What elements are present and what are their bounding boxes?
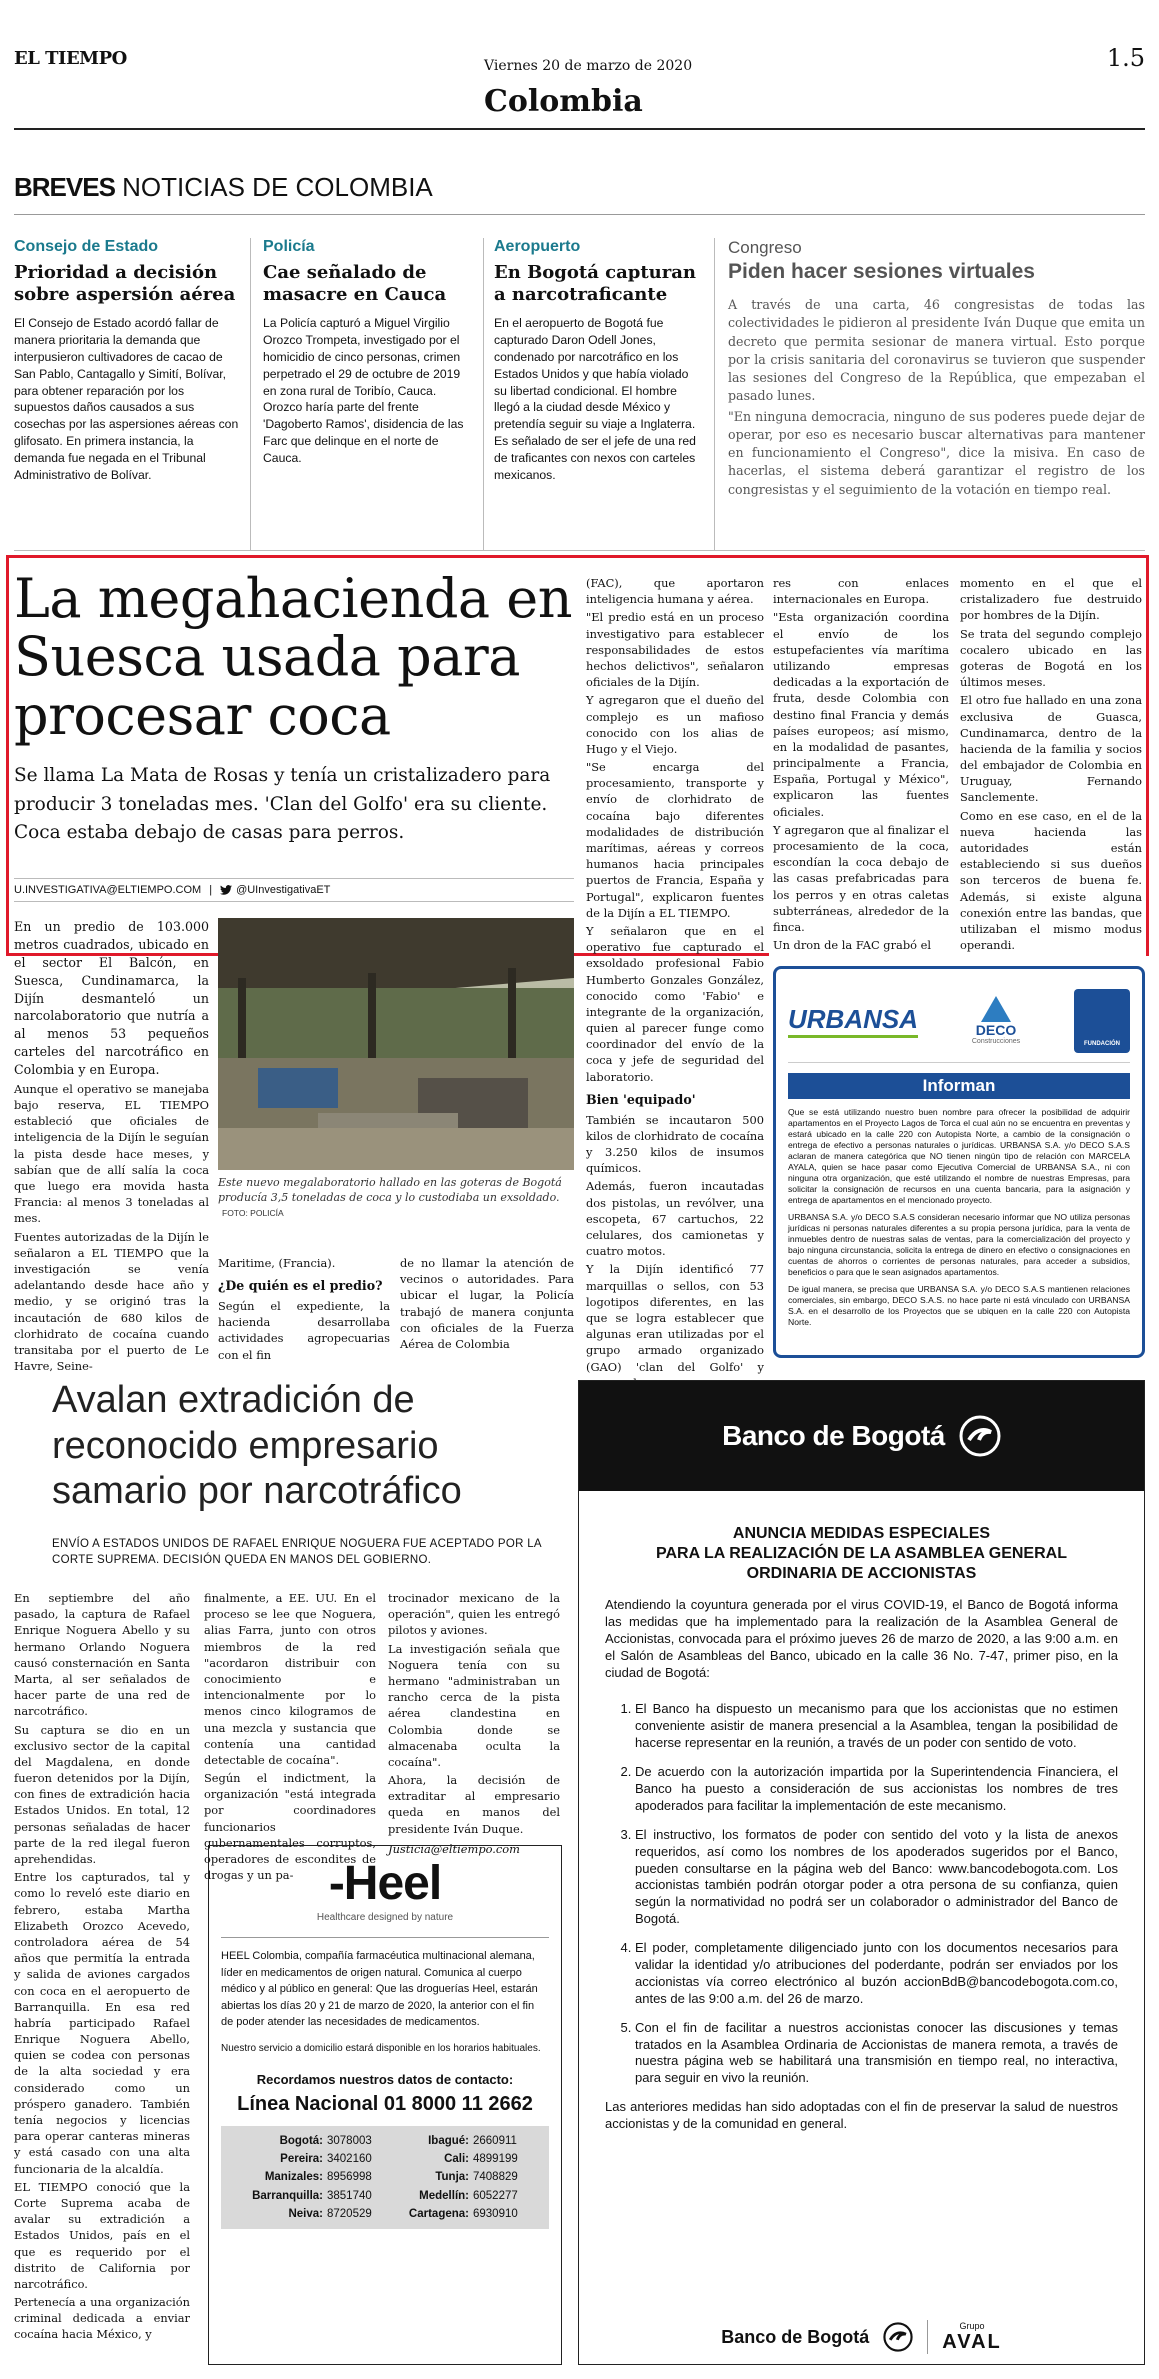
heel-contact-title: Recordamos nuestros datos de contacto:: [256, 2071, 514, 2087]
brief-3: [494, 238, 704, 483]
extradicion-paragraph: trocinador mexicano de la operación", quien les entregó pilotos y aviones.: [388, 1591, 560, 1638]
phone-row: [235, 2132, 535, 2150]
lead-dek: Se llama La Mata de Rosas y tenía un cristalizadero para producir 3 toneladas mes. 'Clan del Golfo' era su cliente. Coca estaba debajo de casas para perros.: [14, 765, 551, 844]
phone: 8720529: [327, 2208, 372, 2221]
banco-closing: Las anteriores medidas han sido adoptadas con el fin de preservar la salud de nuestros accionistas y de la comunidad en general.: [605, 2099, 1118, 2132]
heel-body: HEEL Colombia, compañía farmacéutica multinacional alemana, líder en medicamentos de origen natural. Comunica al cuerpo médico y al público en general: Que las droguerías Heel, estarán abiertas los días 20 y 21 de marzo de 2020, la anterior con el fin de poder atender las necesidades de medicamentos.: [221, 1950, 538, 2028]
urbansa-body-1: Que se está utilizando nuestro buen nombre para ofrecer la posibilidad de adquirir apartamentos en el Proyecto Lagos de Torca el cual aún no se encuentra en preventas y estará ubicado en la calle 220 con Autopista Norte, a cambio de la consignación o entrega de efectivo a personas naturales o jurídicas. URBANSA S.A. y/o DECO S.A.S aclaran de manera categórica que NO tienen ningún tipo de relación con MARCELA AYALA, quien se hace pasar como Ejecutiva Comercial de URBANSA S.A., ni con ninguna otra organización, que esté utilizando el nombre de nuestras Empresas, para solicitar la consignación de recursos en una cuenta bancaria, para la asignación y entrega de apartamentos en el mencionado proyecto.: [788, 1107, 1130, 1205]
phone: 3851740: [327, 2189, 372, 2202]
lead-paragraph: "Esta organización coordina el envío de los estupefacientes vía marítima utilizando empresas dedicadas a la exportación de fruta, desde Colombia con destino final Francia y demás países europeos; así mismo, en la modalidad de pasantes, principalmente a Francia, España, Portugal y México", explicaron las fuentes oficiales.: [773, 610, 949, 819]
urbansa-logo: URBANSA: [788, 1004, 918, 1038]
phone-row: [235, 2187, 535, 2205]
extradicion-column-2: [204, 1590, 376, 1885]
lead-paragraph: Aunque el operativo se manejaba bajo reserva, EL TIEMPO estableció que oficiales de inteligencia de la Dijín le seguían la pista desde hace meses, y sabían que de allí salía la coca que luego era movida hasta Francia: al menos 3 toneladas al mes.: [14, 1081, 209, 1226]
urbansa-title: Informan: [788, 1073, 1130, 1099]
banco-heading-3: ORDINARIA DE ACCIONISTAS: [746, 1565, 977, 1582]
lead-subhead: Bien 'equipado': [586, 1091, 696, 1107]
lead-column-2: [218, 1255, 390, 1365]
brief-kicker: Aeropuerto: [494, 238, 581, 255]
lead-paragraph: El otro fue hallado en una zona exclusiva de Guasca, Cundinamarca, dentro de la hacienda de la familia y socios del embajador de Colombia en Uruguay, Fernando Sanclemente.: [960, 693, 1142, 805]
lead-column-4: [586, 575, 764, 1393]
byline-email[interactable]: U.INVESTIGATIVA@ELTIEMPO.COM: [14, 884, 202, 896]
heel-national-line: Línea Nacional 01 8000 11 2662: [237, 2092, 533, 2115]
brief-body: La Policía capturó a Miguel Virgilio Orozco Trompeta, investigado por el homicidio de cinco personas, crimen perpetrado el 29 de octubre de 2019 en zona rural de Toribío, Cauca. Orozco haría parte del frente 'Dagoberto Ramos', disidencia de las Farc que delinque en el norte de Cauca.: [263, 316, 464, 465]
lead-paragraph: Y agregaron que el dueño del complejo es un mafioso conocido con los alias de Hugo y el Viejo.: [586, 693, 764, 756]
urbansa-ad: [773, 966, 1145, 1358]
phone: 6930910: [473, 2208, 518, 2221]
congreso-brief: [728, 238, 1145, 499]
extradicion-paragraph: En septiembre del año pasado, la captura de Rafael Enrique Noguera Abello y su hermano Orlando Noguera causó consternación en Santa Marta, al ser señalados de hacer parte de una red de narcotráfico.: [14, 1591, 190, 1719]
lead-paragraph: (FAC), que aportaron inteligencia humana y aérea.: [586, 576, 764, 607]
extradicion-column-3: [388, 1590, 560, 1859]
city: Bogotá:: [279, 2134, 323, 2147]
lead-subhead: ¿De quién es el predio?: [218, 1278, 383, 1294]
phone: 8956998: [327, 2171, 372, 2184]
congreso-kicker: Congreso: [728, 238, 802, 257]
brief-divider: [714, 238, 715, 550]
extradicion-paragraph: EL TIEMPO conoció que la Corte Suprema acaba de avalar su extradición a Estados Unidos, país en el que es requerido por el distrito de California por narcotráfico.: [14, 2179, 190, 2291]
breves-title-bold: BREVES: [14, 172, 115, 202]
page-number: 1.5: [1106, 44, 1145, 72]
banco-intro: Atendiendo la coyuntura generada por el virus COVID-19, el Banco de Bogotá informa las medidas que ha implementado para la realización de la Asamblea General de Accionistas, convocada para el próximo jueves 26 de marzo de 2020, a las 9:00 a.m. en el Salón de Asambleas del Banco, ubicado en la calle 36 No. 7-47, primer piso, en la ciudad de Bogotá:: [605, 1597, 1118, 1680]
fundacion-label: FUNDACIÓN: [1084, 1040, 1120, 1047]
urbansa-body-3: De igual manera, se precisa que URBANSA S.A. y/o DECO S.A.S mantienen relaciones comerciales, sin embargo, DECO S.A.S. no hace parte ni está vinculado con URBANSA S.A. en el desarrollo de los Proyectos que se ubiquen en la calle 220 con Autopista Norte.: [788, 1284, 1130, 1327]
brief-2: [263, 238, 473, 467]
extradicion-paragraph: Ahora, la decisión de extraditar al empresario queda en manos del presidente Iván Duque.: [388, 1773, 560, 1836]
brief-title: Cae señalado de masacre en Cauca: [263, 262, 447, 305]
city: Barranquilla:: [252, 2189, 323, 2202]
brief-title: En Bogotá capturan a narcotraficante: [494, 262, 696, 305]
phone: 6052277: [473, 2189, 518, 2202]
lead-paragraph: momento en el que el cristalizadero fue destruido por hombres de la Dijín.: [960, 576, 1142, 623]
fundacion-logo: [1074, 989, 1130, 1053]
lead-paragraph: Y la Dijín identificó 77 marquillas o sellos, con 53 logotipos diferentes, en las que se logra establecer que algunas eran utilizadas por el grupo armado organizado (GAO) 'clan del Golfo' y: [586, 1262, 764, 1374]
extradicion-paragraph: La investigación señala que Noguera tenía con su hermano "administraban un rancho cerca de la pista aérea clandestina en Colombia donde se almacenaba oculta la cocaína".: [388, 1641, 560, 1769]
paper-name: EL TIEMPO: [14, 48, 127, 69]
lead-paragraph: "Se encarga del procesamiento, transporte y envío de clorhidrato de cocaína bajo diferentes modalidades de distribución marítimas, aéreas y correos humanos hacia principales puertos de Francia, España y Portugal", explicaron fuentes de la Dijín a EL TIEMPO.: [586, 760, 764, 920]
breves-header: [14, 172, 433, 203]
city: Medellín:: [419, 2189, 469, 2202]
section-title: Colombia: [484, 84, 643, 119]
banco-measure: 1. El Banco ha dispuesto un mecanismo para que los accionistas que no estimen conveniente asistir de manera presencial a la Asamblea, tengan la posibilidad de hacerse representar en la reunión, a través de un poder con sentido de voto.: [635, 1701, 1118, 1752]
grupo-label: Grupo: [959, 2320, 985, 2331]
footer-divider: [927, 2320, 928, 2354]
deco-sub: Construcciones: [971, 1038, 1021, 1045]
twitter-icon: [220, 885, 232, 895]
phone: 7408829: [473, 2171, 518, 2184]
lead-column-5: [773, 575, 949, 955]
brief-divider: [250, 238, 251, 550]
heel-divider: [221, 1937, 549, 1938]
lead-paragraph: Y señalaron que en el operativo fue capturado el exsoldado profesional Fabio Humberto Gonzales González, conocido como 'Fabio' e integrante de la organización, quien al parecer funge como coordinador del envío de la coca y jefe de seguridad del laboratorio.: [586, 923, 764, 1084]
phone-row: [235, 2168, 535, 2186]
breves-rule: [14, 214, 1145, 215]
congreso-body-1: A través de una carta, 46 congresistas de todas las colectividades le pidieron al presidente Iván Duque que emita un decreto que permita sesionar de manera virtual. Esto porque por la crisis sanitaria del coronavirus se tuvieron que suspender las sesiones del Congreso de la República, que empezaban el pasado lunes.: [728, 297, 1145, 404]
heel-tagline: Healthcare designed by nature: [316, 1912, 454, 1923]
extradicion-credit[interactable]: Justicia@eltiempo.com: [388, 1841, 520, 1856]
banco-heading-2: PARA LA REALIZACIÓN DE LA ASAMBLEA GENERAL: [656, 1545, 1067, 1562]
congreso-body-2: "En ninguna democracia, ninguno de sus poderes puede dejar de operar, por eso es necesario buscar alternativas para mantener en funcionamiento el Congreso", dice la misiva. En caso de hacerlas, el sistema deberá garantizar el registro de los congresistas y el seguimiento de la votación en tiempo real.: [728, 408, 1145, 497]
banco-logo-icon: [959, 1415, 1001, 1457]
brief-kicker: Consejo de Estado: [14, 238, 159, 255]
city: Ibagué:: [428, 2134, 469, 2147]
lead-paragraph: Se trata del segundo complejo cocalero ubicado en las goteras de Bogotá en los últimos meses.: [960, 626, 1142, 690]
lead-paragraph: res con enlaces internacionales en Europa.: [773, 576, 949, 607]
phone: 4899199: [473, 2152, 518, 2165]
lead-paragraph: Además, fueron incautadas dos pistolas, un revólver, una escopeta, 67 cartuchos, 22 celulares, dos camionetas y cuatro motos.: [586, 1179, 764, 1259]
lead-paragraph: Según el expediente, la hacienda desarrollaba actividades agropecuarias con el fin: [218, 1299, 390, 1362]
lead-paragraph: Un dron de la FAC grabó el: [773, 938, 931, 953]
lead-photo: [218, 918, 574, 1170]
aval-logo: AVAL: [942, 2330, 1002, 2353]
banco-footer: [579, 2320, 1144, 2354]
extradicion-paragraph: Pertenecía a una organización criminal dedicada a enviar cocaína hacia México, y: [14, 2295, 190, 2342]
heel-phone-table: [221, 2126, 549, 2230]
brief-body: En el aeropuerto de Bogotá fue capturado Daron Odell Jones, condenado por narcotráfico en los Estados Unidos y que había violado su libertad condicional. El hombre llegó a la ciudad desde México y pretendía seguir su viaje a Inglaterra. Es señalado de ser el jefe de una red de traficantes con nexos con carteles mexicanos.: [494, 316, 696, 482]
phone: 3078003: [327, 2134, 372, 2147]
banco-measure: 3. El instructivo, los formatos de poder con sentido del voto y la lista de anexos requeridos, así como los nombres de los apoderados sugeridos por el Banco, pueden consultarse en la página web del Banco: www.bancodebogota.com. Los accionistas también podrán otorgar poder a otra persona de su confianza, quien según la normatividad no podrá ser un colaborador o administrador del Banco de Bogotá.: [635, 1827, 1118, 1928]
banco-measure: 2. De acuerdo con la autorización impartida por la Superintendencia Financiera, el Banco ha puesto a consideración de sus accionistas los nombres de tres apoderados para facilitar la implementación de este mecanismo.: [635, 1764, 1118, 1815]
masthead: [14, 38, 1145, 119]
heel-ad: [208, 1845, 562, 2365]
city: Tunja:: [435, 2171, 469, 2184]
banco-bogota-ad: [578, 1380, 1145, 2365]
byline-separator: |: [209, 884, 213, 896]
deco-logo: DECO: [975, 1022, 1017, 1038]
lead-paragraph: Y agregaron que al finalizar el procesamiento de la coca, escondían la coca debajo de las casas prefabricadas para los perros y en otras caletas subterráneas, alrededor de la finca.: [773, 822, 949, 934]
extradicion-headline: Avalan extradición de reconocido empresario samario por narcotráfico: [52, 1379, 462, 1513]
banco-logo: Banco de Bogotá: [722, 1420, 945, 1451]
banco-header: [579, 1381, 1144, 1491]
extradicion-column-1: [14, 1590, 190, 2345]
extradicion-paragraph: Entre los capturados, tal y como lo reveló este diario en febrero, estaba Martha Elizabeth Orozco Acevedo, controladora aérea de 54 años que permitía la entrada y salida de aviones cargados con coca en el aeropuerto de Barranquilla. En esa red habría participado Rafael Enrique Noguera Abello, quien se codea con personas de la alta sociedad y era considerado como un próspero ganadero. También tenía negocios y licencias para operar canteras mineras y está casado con una alta funcionaria de la alcaldía.: [14, 1870, 190, 2176]
date-line: Viernes 20 de marzo de 2020: [484, 58, 693, 74]
lead-paragraph: Como en ese caso, en el de la nueva hacienda las autoridades están estableciendo si sus dueños son terceros de buena fe. Además, si existe alguna conexión entre las bandas, que utilizaban el mismo modus operandi.: [960, 808, 1142, 953]
extradicion-paragraph: Según el indictment, la organización "está integrada por coordinadores funcionarios gubernamentales corruptos, operadores de escondites de drogas y un pa-: [204, 1771, 376, 1883]
lead-headline: La megahacienda en Suesca usada para procesar coca: [14, 567, 573, 747]
banco-footer-icon: [883, 2322, 913, 2352]
phone: 2660911: [473, 2134, 517, 2147]
lead-paragraph: Maritime, (Francia).: [218, 1256, 336, 1270]
lead-paragraph: También se incautaron 500 kilos de clorhidrato de cocaína y 3.250 kilos de insumos químicos.: [586, 1112, 764, 1176]
banco-measure: 4. El poder, completamente diligenciado junto con los documentos necesarios para validar la identidad y/o atribuciones del poderdante, podrán ser enviados por los accionistas vía correo electrónico al buzón accionBdB@bancodebogota.com.co, antes de las 9:00 a.m. del 26 de marzo.: [635, 1940, 1118, 2008]
urbansa-body-2: URBANSA S.A. y/o DECO S.A.S consideran necesario informar que NO utiliza personas jurídicas ni personas naturales diferentes a su propia persona jurídica, para la venta de inmuebles dentro de nuestras salas de ventas, para la comercialización del proyecto y bajo ninguna circunstancia, solicita la entrega de dinero en efectivo o consignaciones en cuentas de ahorros o corrientes de personas naturales, para acceder a subsidios, beneficios o para que le sean asignados apartamentos.: [788, 1212, 1130, 1277]
brief-body: El Consejo de Estado acordó fallar de manera prioritaria la demanda que interpusieron cultivadores de cacao de San Pablo, Cantagallo y Simití, Bolívar, para obtener reparación por los supuestos daños causados a sus cosechas por las aspersiones aéreas con glifosato. En primera instancia, la demanda fue negada en el Tribunal Administrativo de Bolívar.: [14, 316, 239, 482]
extradicion-dek: ENVÍO A ESTADOS UNIDOS DE RAFAEL ENRIQUE NOGUERA FUE ACEPTADO POR LA CORTE SUPREMA. DECISIÓN QUEDA EN MANOS DEL GOBIERNO.: [52, 1538, 542, 1567]
heel-logo: -Heel: [328, 1857, 442, 1910]
city: Manizales:: [264, 2171, 323, 2184]
lead-column-1: [14, 918, 209, 1376]
breves-title-rest: NOTICIAS DE COLOMBIA: [122, 172, 433, 202]
caption-credit: FOTO: POLICÍA: [222, 1207, 284, 1218]
brief-title: Prioridad a decisión sobre aspersión aérea: [14, 262, 236, 305]
banco-footer-logo: Banco de Bogotá: [721, 2326, 870, 2347]
banco-measure: 5. Con el fin de facilitar a nuestros accionistas conocer las discusiones y temas tratados en la Asamblea Ordinaria de Accionistas de manera remota, a través de nuestra página web se habilitará una transmisión en tiempo real, no interactiva, para seguir en vivo la reunión.: [635, 2020, 1118, 2088]
brief-kicker: Policía: [263, 238, 315, 255]
lead-column-6: [960, 575, 1142, 955]
lead-column-3: [400, 1255, 574, 1354]
congreso-title: Piden hacer sesiones virtuales: [728, 260, 1035, 283]
byline-twitter[interactable]: @UInvestigativaET: [236, 884, 331, 896]
caption-text: Este nuevo megalaboratorio hallado en las goteras de Bogotá producía 3,5 toneladas de coca y lo custodiaba un exsoldado.: [218, 1176, 562, 1204]
breves-bottom-rule: [14, 550, 1145, 551]
city: Neiva:: [288, 2208, 323, 2221]
banco-measures-list: [635, 1701, 1118, 2087]
brief-1: [14, 238, 240, 483]
heel-delivery: Nuestro servicio a domicilio estará disponible en los horarios habituales.: [221, 2042, 541, 2054]
lead-photo-caption: [218, 1176, 574, 1221]
lead-paragraph: Fuentes autorizadas de la Dijín le señalaron a EL TIEMPO que la investigación se venía adelantando desde hace año y medio, y se originó tras la incautación de 680 kilos de clorhidrato de cocaína cuando transitaba por el puerto de Le Havre, Seine-: [14, 1229, 209, 1374]
lead-paragraph: de no llamar la atención de vecinos o autoridades. Para ubicar el lugar, la Policía trabajó de manera conjunta con oficiales de la Fuerza Aérea de Colombia: [400, 1256, 574, 1351]
masthead-rule: [14, 128, 1145, 130]
extradicion-paragraph: finalmente, a EE. UU. En el proceso se lee que Noguera, alias Farra, junto con otros miembros de la red "acordaron distribuir con conocimiento e intencionalmente por lo menos cinco kilogramos de una mezcla y sustancia que contenía una cantidad detectable de cocaína".: [204, 1591, 376, 1767]
banco-heading-1: ANUNCIA MEDIDAS ESPECIALES: [732, 1525, 991, 1542]
extradicion-paragraph: Su captura se dio en un exclusivo sector de la capital del Magdalena, en donde fueron detenidos por la Dijín, con fines de extradición hacia Estados Unidos. En total, 12 personas señaladas de hacer parte de la red ilegal fueron aprehendidas.: [14, 1722, 190, 1866]
deco-logo-mark: [981, 996, 1011, 1022]
city: Cartagena:: [408, 2208, 469, 2221]
lead-paragraph: "El predio está en un proceso investigativo para establecer responsabilidades de estos hechos delictivos", señalaron oficiales de la Dijín.: [586, 610, 764, 690]
lead-byline: [14, 878, 574, 902]
phone-row: [235, 2150, 535, 2168]
phone: 3402160: [327, 2152, 372, 2165]
lead-paragraph: En un predio de 103.000 metros cuadrados, ubicado en el sector El Balcón, en Suesca, Cundinamarca, la Dijín desmanteló un narcolaboratorio que nutría a al menos 53 pequeños carteles del narcotráfico en Colombia y en Europa.: [14, 919, 209, 1077]
brief-divider: [483, 238, 484, 550]
city: Cali:: [444, 2152, 469, 2165]
city: Pereira:: [280, 2152, 323, 2165]
phone-row: [235, 2205, 535, 2223]
